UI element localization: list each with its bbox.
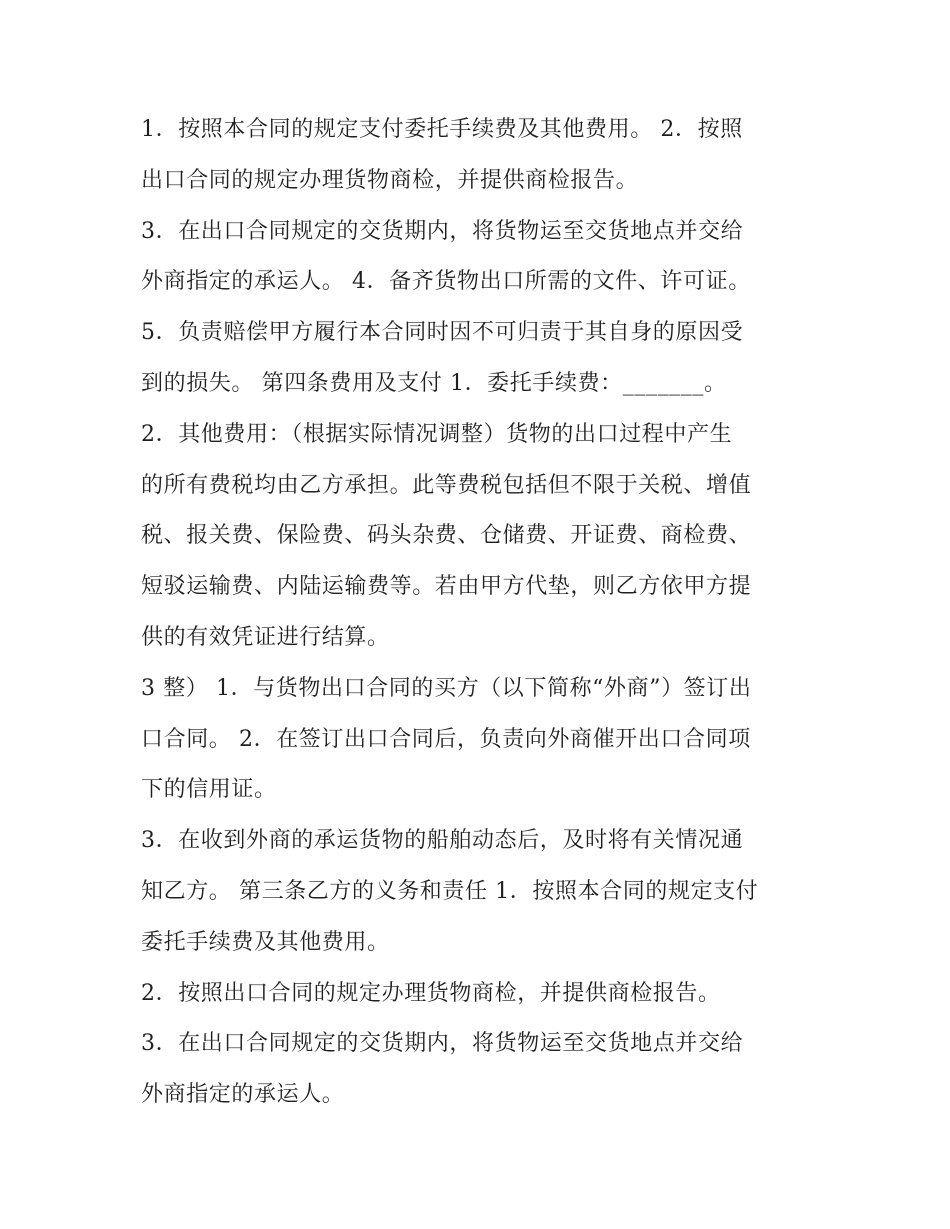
text-line: 到的损失。 第四条费用及支付 1．委托手续费：_______。	[141, 370, 727, 396]
text-line: 知乙方。 第三条乙方的义务和责任 1．按照本合同的规定支付	[141, 878, 759, 904]
text-line: 5．负责赔偿甲方履行本合同时因不可归责于其自身的原因受	[141, 320, 744, 346]
text-line: 3 整） 1．与货物出口合同的买方（以下简称“外商”）签订出	[141, 675, 752, 701]
text-line: 1．按照本合同的规定支付委托手续费及其他费用。 2．按照	[141, 117, 743, 142]
text-line: 外商指定的承运人。	[141, 1082, 345, 1108]
document-body	[141, 105, 821, 1121]
text-line: 的所有费税均由乙方承担。此等费税包括但不限于关税、增值	[141, 472, 752, 498]
text-line: 下的信用证。	[141, 777, 277, 803]
text-line: 出口合同的规定办理货物商检，并提供商检报告。	[141, 167, 639, 193]
text-line: 2．其他费用：（根据实际情况调整）货物的出口过程中产生	[141, 421, 733, 447]
text-line: 口合同。 2．在签订出口合同后，负责向外商催开出口合同项	[141, 726, 751, 752]
text-line: 短驳运输费、内陆运输费等。若由甲方代垫，则乙方依甲方提	[141, 574, 752, 600]
text-line: 2．按照出口合同的规定办理货物商检，并提供商检报告。	[141, 980, 721, 1006]
text-line: 税、报关费、保险费、码头杂费、仓储费、开证费、商检费、	[141, 523, 752, 549]
text-line: 3．在出口合同规定的交货期内，将货物运至交货地点并交给	[141, 218, 744, 244]
text-line: 供的有效凭证进行结算。	[141, 624, 390, 650]
text-line: 外商指定的承运人。 4．备齐货物出口所需的文件、许可证。	[141, 269, 751, 295]
text-line: 3．在收到外商的承运货物的船舶动态后，及时将有关情况通	[141, 828, 744, 854]
text-line: 3．在出口合同规定的交货期内，将货物运至交货地点并交给	[141, 1031, 744, 1057]
text-line: 委托手续费及其他费用。	[141, 929, 390, 955]
